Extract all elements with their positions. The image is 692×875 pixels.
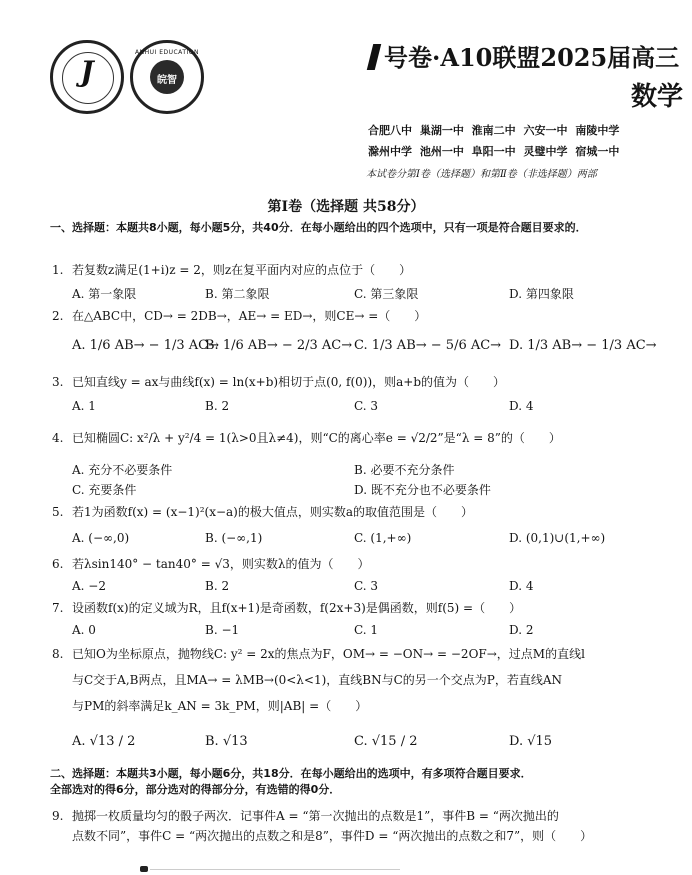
option-b: B. −1	[205, 623, 240, 637]
logo-core-text: 皖智	[157, 75, 177, 86]
option-a: A. 第一象限	[72, 287, 137, 301]
question-3	[52, 374, 674, 390]
section-2-instruction-line-1: 二、选择题：本题共3小题，每小题6分，共18分．在每小题给出的选项中，有多项符合题目要求．	[50, 767, 532, 780]
question-number: 3.	[52, 375, 64, 389]
page-footer-line	[150, 869, 400, 870]
logo-core	[150, 60, 184, 94]
section-1-instruction: 一、选择题：本题共8小题，每小题5分，共40分．在每小题给出的四个选项中，只有一项是符合题目要求的．	[50, 221, 587, 234]
question-8-line-2: 与C交于A,B两点，且MA→ = λMB→(0<λ<1)，直线BN与C的另一个交点为P，若直线AN	[72, 673, 563, 687]
option-a: A. 1	[72, 399, 96, 413]
option-a: A. 充分不必要条件	[72, 463, 173, 477]
question-5	[52, 504, 674, 520]
question-stem: 已知椭圆C: x²/λ + y²/4 = 1(λ>0且λ≠4)，则“C的离心率e = √2/2”是“λ = 8”的（ ）	[72, 431, 561, 445]
brand-bar-icon	[367, 44, 381, 70]
question-number: 6.	[52, 557, 64, 571]
question-9-line-2: 点数不同”，事件C = “两次抛出的点数之和是8”，事件D = “两次抛出的点数之和7”，则（ ）	[72, 829, 593, 843]
schools-row-1: 合肥八中 巢湖一中 淮南二中 六安一中 南陵中学	[368, 124, 620, 137]
question-stem: 若复数z满足(1+i)z = 2，则z在复平面内对应的点位于（ ）	[72, 263, 412, 277]
education-logo	[130, 40, 204, 114]
option-b: B. 2	[205, 579, 230, 593]
question-4	[52, 430, 674, 446]
question-number: 9.	[52, 809, 64, 823]
question-number: 2.	[52, 309, 64, 323]
option-b: B. 第二象限	[205, 287, 270, 301]
section-2-instruction-line-2: 全部选对的得6分，部分选对的得部分分，有选错的得0分．	[50, 783, 341, 796]
option-b: B. 必要不充分条件	[354, 463, 455, 477]
option-a: A. −2	[72, 579, 106, 593]
question-stem: 抛掷一枚质量均匀的骰子两次．记事件A = “第一次抛出的点数是1”，事件B = “两次抛出的	[72, 809, 559, 823]
option-c: C. 充要条件	[72, 483, 137, 497]
section-2-instruction	[50, 766, 670, 798]
question-8	[52, 646, 674, 662]
question-9	[52, 808, 674, 824]
question-stem: 若1为函数f(x) = (x−1)²(x−a)的极大值点，则实数a的取值范围是（ ）	[72, 505, 474, 519]
option-d: D. 4	[509, 579, 534, 593]
question-stem: 若λsin140° − tan40° = √3，则实数λ的值为（ ）	[72, 557, 370, 571]
option-d: D. 第四象限	[509, 287, 574, 301]
logo-ring-text: ANHUI EDUCATION	[135, 49, 199, 56]
section-1-title: 第Ⅰ卷（选择题 共58分）	[267, 199, 425, 215]
option-c: C. 3	[354, 579, 379, 593]
option-c: C. 3	[354, 399, 379, 413]
question-number: 7.	[52, 601, 64, 615]
option-a: A. 1/6 AB→ − 1/3 AC→	[72, 338, 219, 353]
option-b: B. 2	[205, 399, 230, 413]
question-8-line-3: 与PM的斜率满足k_AN = 3k_PM，则|AB| =（ ）	[72, 699, 368, 713]
question-1	[52, 262, 674, 278]
exam-brand-title	[370, 38, 679, 73]
subject-title: 数学	[631, 82, 684, 112]
question-stem: 在△ABC中，CD→ = 2DB→，AE→ = ED→，则CE→ =（ ）	[72, 309, 427, 323]
option-d: D. 4	[509, 399, 534, 413]
question-6	[52, 556, 674, 572]
page-footer-mark	[140, 866, 148, 872]
option-c: C. √15 / 2	[354, 734, 418, 749]
schools-row-2: 滁州中学 池州一中 阜阳一中 灵璧中学 宿城一中	[368, 145, 620, 158]
school-seal-logo	[50, 40, 124, 114]
question-number: 5.	[52, 505, 64, 519]
question-number: 1.	[52, 263, 64, 277]
question-number: 8.	[52, 647, 64, 661]
option-b: B. 1/6 AB→ − 2/3 AC→	[205, 338, 353, 353]
option-d: D. (0,1)∪(1,+∞)	[509, 531, 606, 545]
option-b: B. (−∞,1)	[205, 531, 263, 545]
option-c: C. 第三象限	[354, 287, 419, 301]
option-c: C. (1,+∞)	[354, 531, 412, 545]
paper-note: 本试卷分第Ⅰ卷（选择题）和第Ⅱ卷（非选择题）两部	[366, 169, 597, 180]
option-d: D. √15	[509, 734, 553, 749]
question-stem: 已知直线y = ax与曲线f(x) = ln(x+b)相切于点(0, f(0))，则a+b的值为（ ）	[72, 375, 506, 389]
option-a: A. 0	[72, 623, 96, 637]
question-stem: 设函数f(x)的定义域为R，且f(x+1)是奇函数，f(2x+3)是偶函数，则f(5) =（ ）	[72, 601, 522, 615]
question-7	[52, 600, 674, 616]
question-2	[52, 308, 674, 324]
question-stem: 已知O为坐标原点，抛物线C: y² = 2x的焦点为F，OM→ = −ON→ = −2OF→，过点M的直线l	[72, 647, 585, 661]
option-d: D. 1/3 AB→ − 1/3 AC→	[509, 338, 657, 353]
option-d: D. 2	[509, 623, 534, 637]
option-b: B. √13	[205, 734, 248, 749]
option-c: C. 1/3 AB→ − 5/6 AC→	[354, 338, 502, 353]
option-a: A. √13 / 2	[72, 734, 136, 749]
brand-text: 号卷·A10联盟2025届高三	[384, 43, 680, 72]
question-number: 4.	[52, 431, 64, 445]
option-a: A. (−∞,0)	[72, 531, 130, 545]
option-d: D. 既不充分也不必要条件	[354, 483, 491, 497]
seal-mark: J	[80, 55, 94, 88]
option-c: C. 1	[354, 623, 379, 637]
